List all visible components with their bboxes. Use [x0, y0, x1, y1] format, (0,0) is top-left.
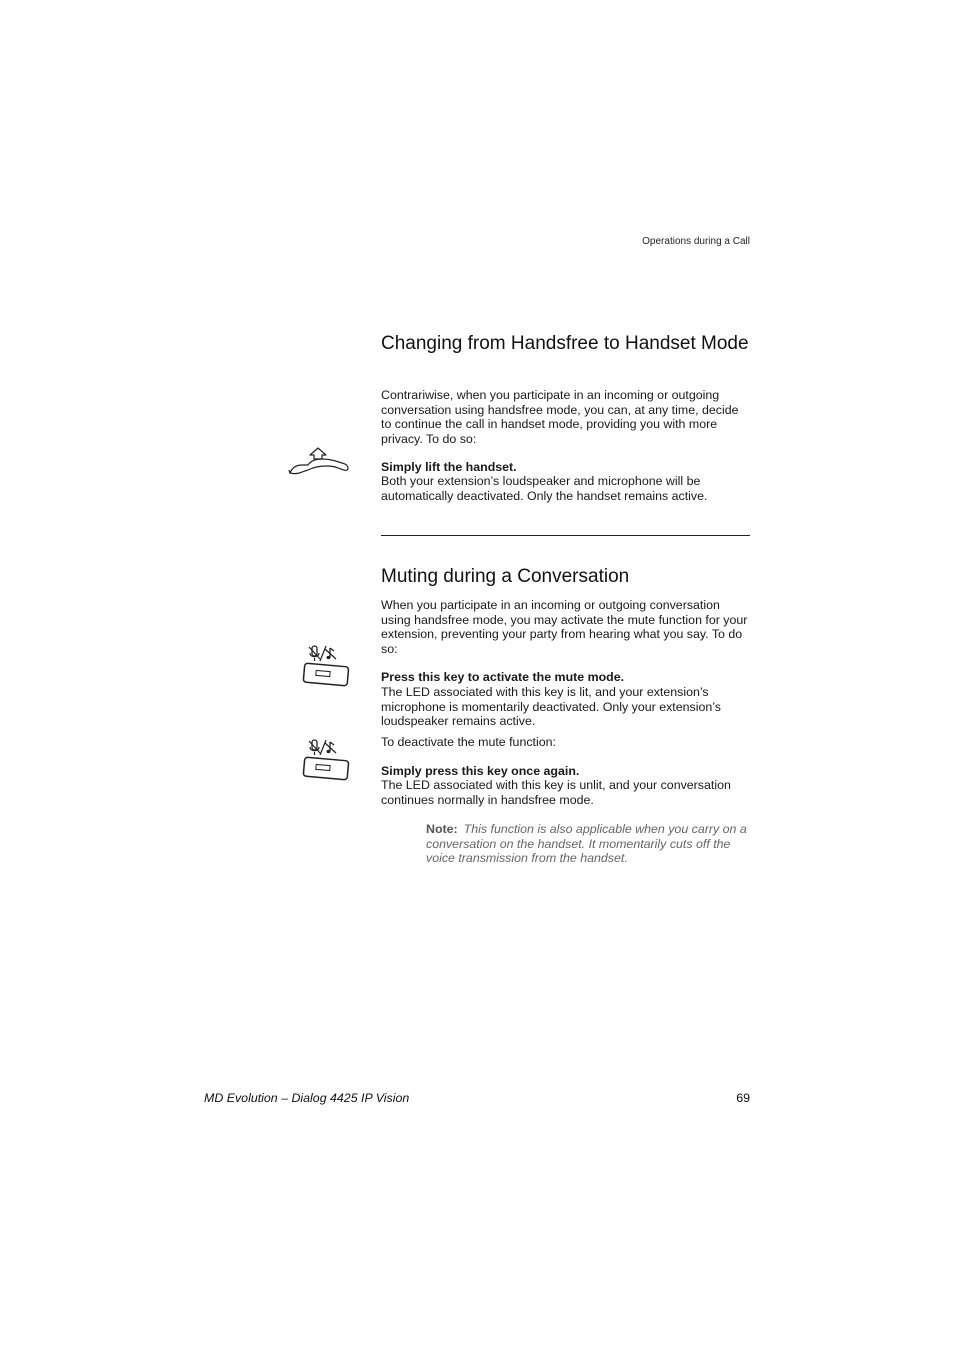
- section-intro-muting: When you participate in an incoming or outgoing conversation using handsfree mode, you may activate the mute function for your extension, preventing your party from hearing what you say. To do so:: [381, 598, 748, 656]
- footer-page-number: 69: [736, 1091, 750, 1105]
- step-title-lift-handset: Simply lift the handset.: [381, 460, 517, 474]
- note-box: [426, 822, 750, 866]
- section-title-handset-mode: Changing from Handsfree to Handset Mode: [381, 333, 749, 354]
- step-title-activate-mute: Press this key to activate the mute mode.: [381, 670, 625, 684]
- step-text-lift-handset: Both your extension’s loudspeaker and microphone will be automatically deactivated. Only the handset remains active.: [381, 474, 708, 503]
- section-title-muting: Muting during a Conversation: [381, 566, 630, 587]
- deactivate-intro: To deactivate the mute function:: [381, 735, 556, 749]
- note-label: Note:: [426, 822, 458, 836]
- mute-key-icon[interactable]: [302, 643, 352, 688]
- note-text: This function is also applicable when you carry on a conversation on the handset. It momentarily cuts off the voice transmission from the handset.: [426, 822, 747, 865]
- footer-document-title: MD Evolution – Dialog 4425 IP Vision: [204, 1091, 410, 1105]
- running-header: Operations during a Call: [642, 236, 750, 247]
- section-divider: [381, 535, 750, 536]
- mute-key-icon[interactable]: [302, 737, 352, 782]
- lift-handset-icon: [286, 446, 352, 476]
- step-text-deactivate-mute: The LED associated with this key is unlit, and your conversation continues normally in handsfree mode.: [381, 778, 731, 807]
- step-title-deactivate-mute: Simply press this key once again.: [381, 764, 580, 778]
- section-intro-handset-mode: Contrariwise, when you participate in an incoming or outgoing conversation using handsfree mode, you can, at any time, decide to continue the call in handset mode, providing you with more privacy. To do so:: [381, 388, 739, 446]
- step-text-activate-mute: The LED associated with this key is lit, and your extension’s microphone is momentarily deactivated. Only your extension’s loudspeaker remains active.: [381, 685, 721, 728]
